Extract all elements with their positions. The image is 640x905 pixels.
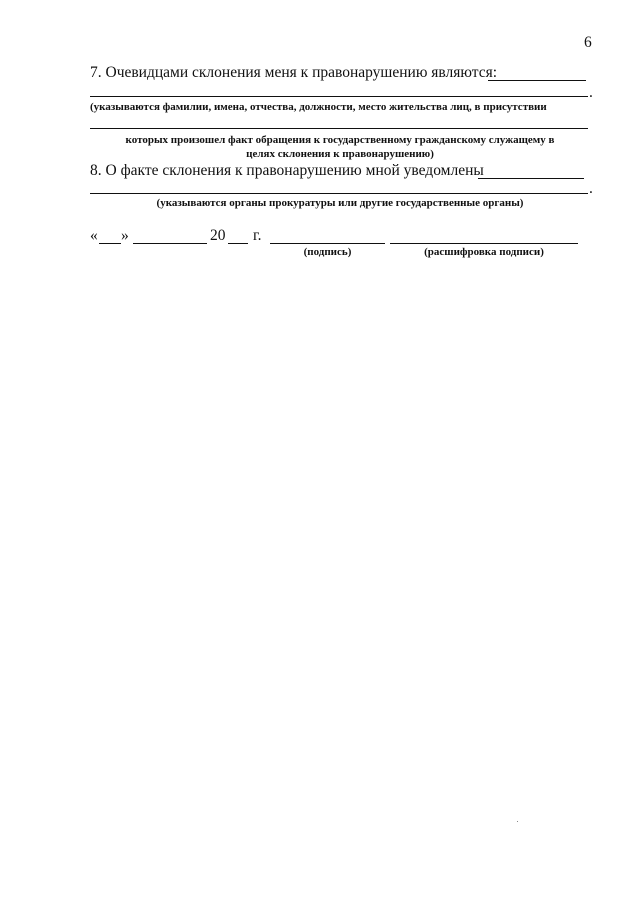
item7-hint-line1: (указываются фамилии, имена, отчества, должности, место жительства лиц, в присутствии (90, 101, 547, 113)
item7-answer-line-3[interactable] (90, 128, 588, 129)
scan-speck (517, 821, 518, 822)
signature-hint: (подпись) (303, 246, 352, 258)
page-number: 6 (584, 34, 592, 51)
year-suffix: г. (253, 227, 262, 244)
signature-decode-hint: (расшифровка подписи) (424, 246, 544, 258)
month-field[interactable] (133, 243, 207, 244)
item8-text: 8. О факте склонения к правонарушению мной уведомлены (90, 162, 484, 179)
item7-answer-line[interactable] (488, 80, 586, 81)
signature-decode-field[interactable] (390, 243, 578, 244)
date-close-quote: » (121, 227, 129, 244)
year-field[interactable] (228, 243, 248, 244)
item8-answer-line-2[interactable] (90, 193, 588, 194)
item7-text: 7. Очевидцами склонения меня к правонарушению являются: (90, 64, 498, 81)
item8-hint: (указываются органы прокуратуры или другие государственные органы) (156, 197, 524, 209)
item7-hint-line2: которых произошел факт обращения к государственному гражданскому служащему в (125, 134, 555, 146)
item7-period: . (589, 84, 593, 101)
day-field[interactable] (99, 243, 121, 244)
item7-hint-line3: целях склонения к правонарушению) (246, 148, 434, 160)
signature-field[interactable] (270, 243, 385, 244)
item8-period: . (589, 180, 593, 197)
item8-answer-line[interactable] (478, 178, 584, 179)
item7-answer-line-2[interactable] (90, 96, 588, 97)
date-open-quote: « (90, 227, 98, 244)
year-prefix: 20 (210, 227, 226, 244)
